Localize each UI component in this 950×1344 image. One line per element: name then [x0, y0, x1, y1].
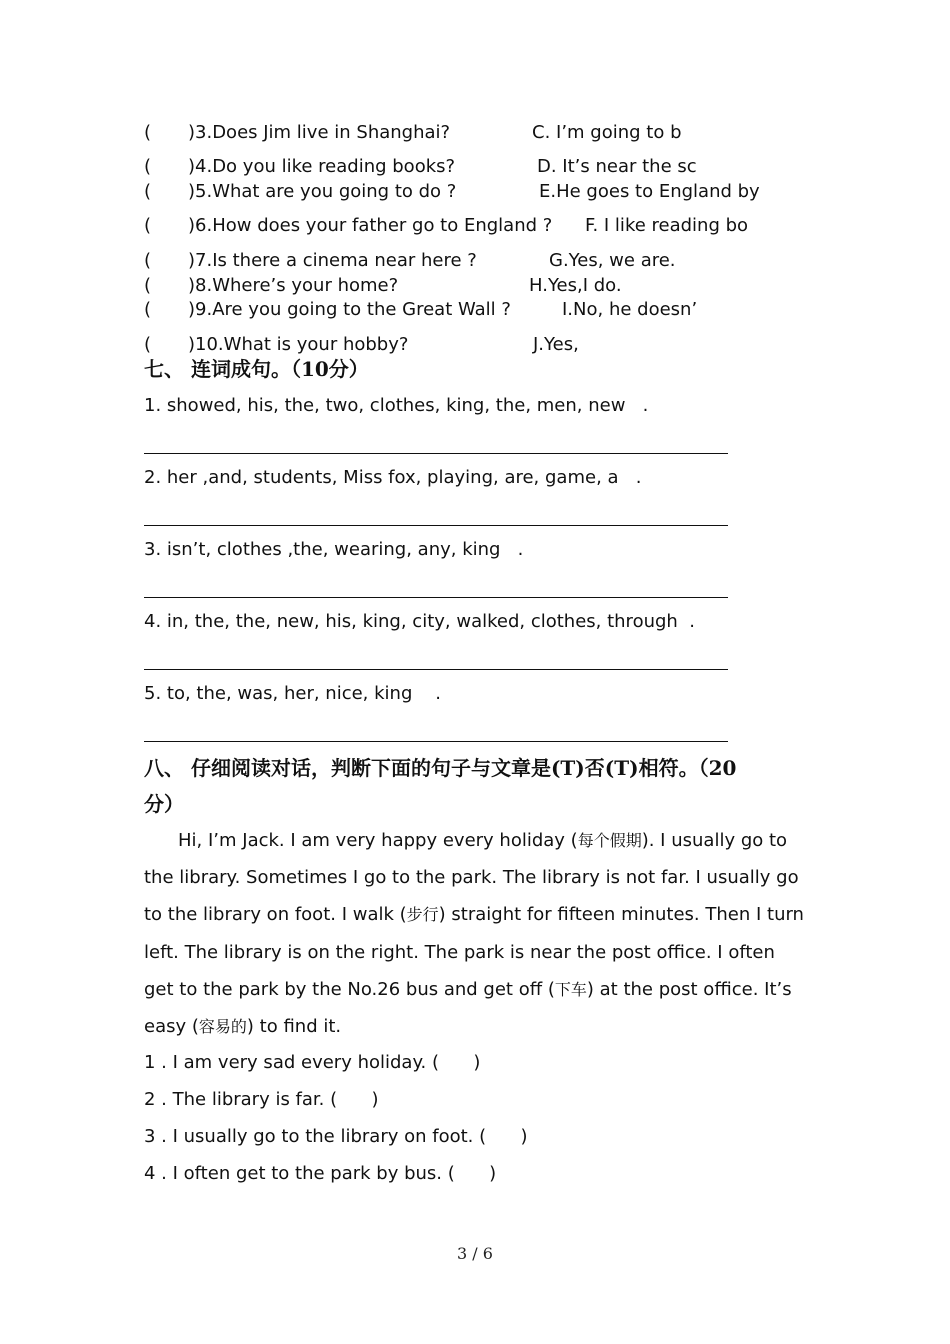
passage-gloss: 下车 — [554, 979, 587, 999]
sentence-item: 5. to, the, was, her, nice, king . — [144, 683, 441, 704]
matching-answer-option: I.No, he doesn’ — [562, 299, 698, 320]
true-false-question[interactable]: 3 . I usually go to the library on foot. ( ) — [144, 1126, 528, 1147]
sentence-item: 3. isn’t, clothes ,the, wearing, any, king . — [144, 539, 524, 560]
matching-question: )7.Is there a cinema near here ? — [188, 250, 477, 271]
page-number: 3 / 6 — [457, 1244, 493, 1263]
passage-text: ). I usually go to the library. Sometimes I go to the park. The library is not far. I usually go to the library on foot. I walk ( — [144, 830, 799, 926]
passage-text: ) at the post office. It’s easy ( — [144, 978, 792, 1038]
sentence-item: 1. showed, his, the, two, clothes, king, the, men, new . — [144, 395, 649, 416]
answer-line[interactable] — [144, 669, 728, 670]
matching-answer-option: G.Yes, we are. — [549, 250, 676, 271]
answer-line[interactable] — [144, 525, 728, 526]
answer-blank-paren[interactable]: ( — [144, 156, 152, 177]
reading-passage — [144, 822, 804, 1045]
passage-text: ) to find it. — [246, 1016, 342, 1038]
sentence-item: 4. in, the, the, new, his, king, city, walked, clothes, through . — [144, 611, 695, 632]
section-8-heading: 八、 仔细阅读对话，判断下面的句子与文章是(T)否(T)相符。（20 — [144, 756, 737, 780]
answer-blank-paren[interactable]: ( — [144, 122, 152, 143]
passage-gloss: 容易的 — [198, 1017, 247, 1037]
matching-answer-option: D. It’s near the sc — [537, 156, 697, 177]
answer-blank-paren[interactable]: ( — [144, 181, 152, 202]
matching-question: )8.Where’s your home? — [188, 275, 399, 296]
answer-blank-paren[interactable]: ( — [144, 215, 152, 236]
matching-answer-option: H.Yes,I do. — [529, 275, 622, 296]
answer-blank-paren[interactable]: ( — [144, 334, 152, 355]
matching-answer-option: J.Yes, — [533, 334, 579, 355]
true-false-question[interactable]: 2 . The library is far. ( ) — [144, 1089, 379, 1110]
matching-question: )3.Does Jim live in Shanghai? — [188, 122, 451, 143]
section-7-heading: 七、 连词成句。（10分） — [144, 357, 369, 381]
true-false-question[interactable]: 1 . I am very sad every holiday. ( ) — [144, 1052, 481, 1073]
section-8-heading-cont: 分） — [144, 792, 184, 816]
answer-line[interactable] — [144, 453, 728, 454]
matching-question: )6.How does your father go to England ? — [188, 215, 553, 236]
passage-gloss: 步行 — [406, 905, 439, 925]
matching-question: )4.Do you like reading books? — [188, 156, 456, 177]
matching-answer-option: E.He goes to England by — [539, 181, 760, 202]
matching-answer-option: C. I’m going to b — [532, 122, 682, 143]
passage-text: Hi, I’m Jack. I am very happy every holiday ( — [178, 830, 578, 851]
matching-question: )5.What are you going to do ? — [188, 181, 457, 202]
passage-gloss: 每个假期 — [577, 831, 642, 850]
matching-question: )10.What is your hobby? — [188, 334, 409, 355]
answer-blank-paren[interactable]: ( — [144, 275, 152, 296]
answer-line[interactable] — [144, 597, 728, 598]
passage-text: ) straight for fifteen minutes. Then I turn left. The library is on the right. The park is near the post office. I often get to the park by the No.26 bus and get off ( — [144, 904, 804, 1000]
sentence-item: 2. her ,and, students, Miss fox, playing, are, game, a . — [144, 467, 642, 488]
matching-question: )9.Are you going to the Great Wall ? — [188, 299, 511, 320]
answer-blank-paren[interactable]: ( — [144, 299, 152, 320]
answer-blank-paren[interactable]: ( — [144, 250, 152, 271]
matching-answer-option: F. I like reading bo — [585, 215, 749, 236]
answer-line[interactable] — [144, 741, 728, 742]
true-false-question[interactable]: 4 . I often get to the park by bus. ( ) — [144, 1163, 497, 1184]
